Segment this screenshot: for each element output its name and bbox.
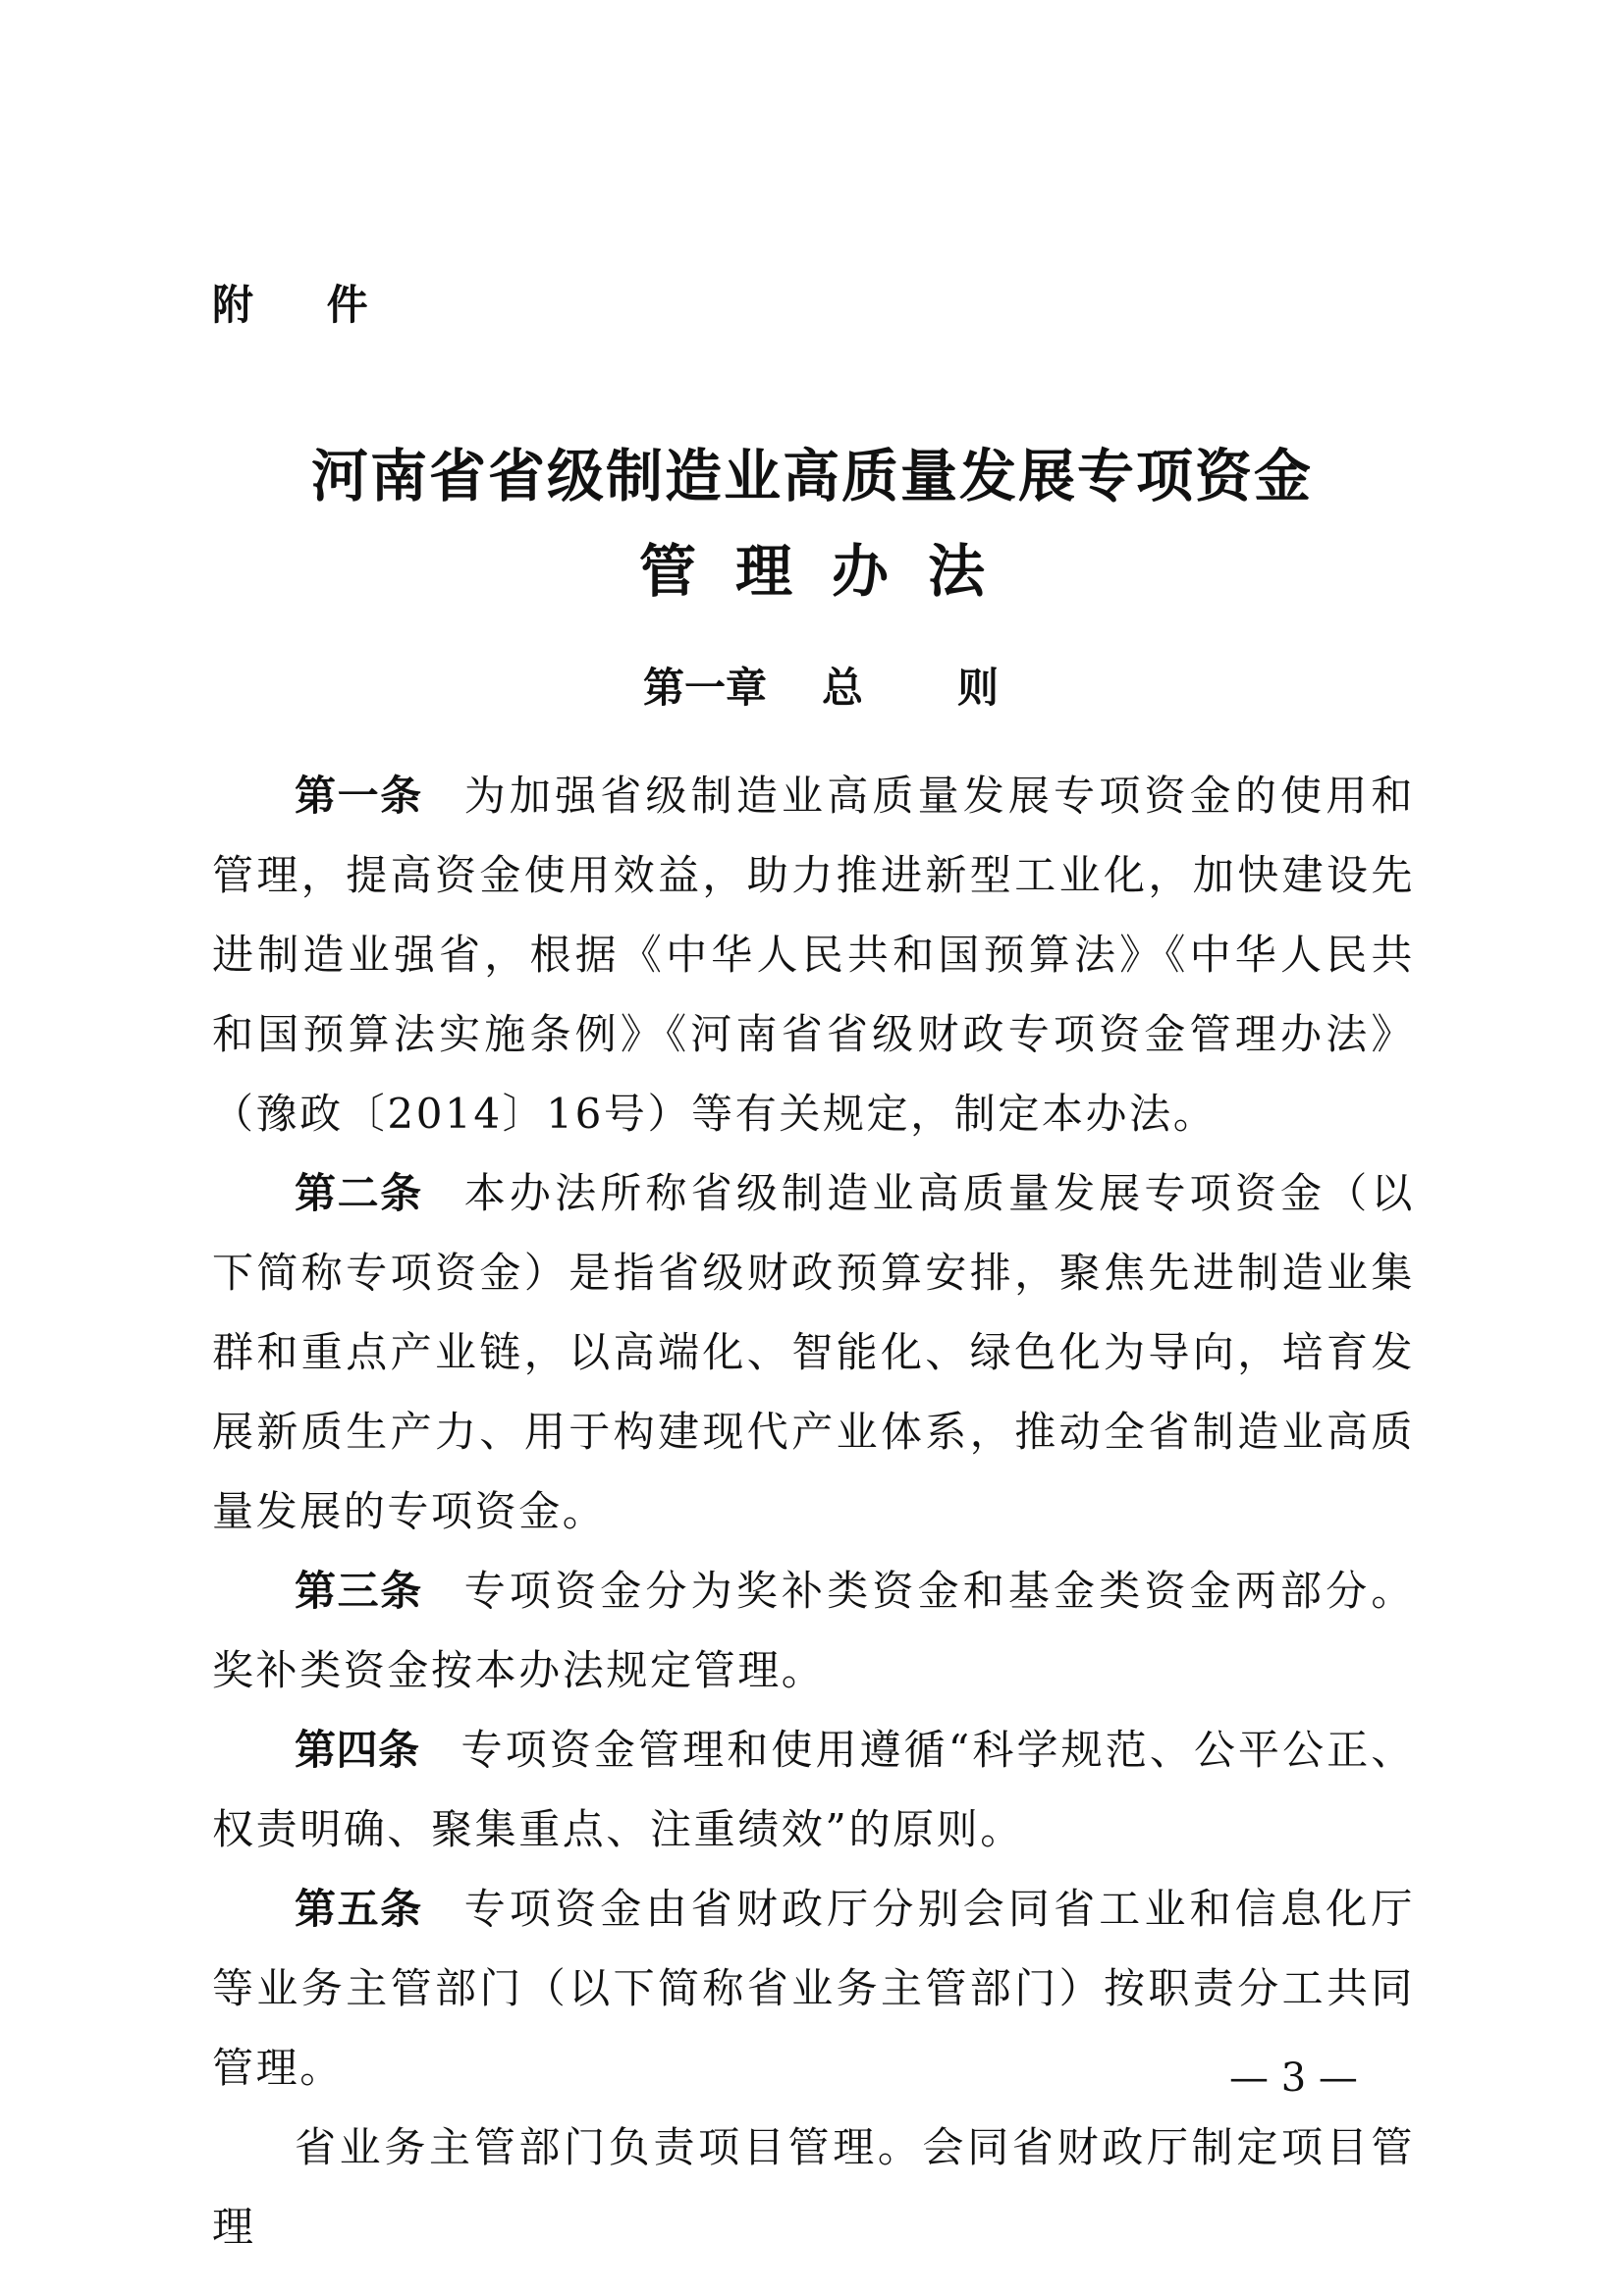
- article-label: 第五条: [295, 1885, 423, 1933]
- document-title-line-2: 管理办法: [638, 538, 1024, 605]
- article-label: 第四条: [295, 1726, 420, 1774]
- article-text: 专项资金管理和使用遵循“科学规范、公平公正、权责明确、聚集重点、注重绩效”的原则。: [212, 1726, 1415, 1853]
- chapter-name-part-1: 总: [822, 664, 864, 712]
- document-body: [212, 756, 1415, 2267]
- article-paragraph: [212, 1551, 1415, 1710]
- article-text: 专项资金分为奖补类资金和基金类资金两部分。奖补类资金按本办法规定管理。: [212, 1567, 1415, 1694]
- chapter-name-part-2: 则: [957, 664, 1000, 712]
- article-paragraph: [212, 1153, 1415, 1551]
- attachment-label: 附 件: [212, 281, 398, 329]
- article-text: 本办法所称省级制造业高质量发展专项资金（以下简称专项资金）是指省级财政预算安排，聚焦先进制造业集群和重点产业链，以高端化、智能化、绿色化为导向，培育发展新质生产力、用于构建现代产业体系，推动全省制造业高质量发展的专项资金。: [212, 1169, 1415, 1535]
- chapter-heading: [643, 656, 999, 715]
- document-title-line-1: 河南省省级制造业高质量发展专项资金: [310, 443, 1313, 509]
- chapter-number: 第一章: [643, 664, 768, 712]
- article-label: 第三条: [295, 1567, 423, 1615]
- article-paragraph: [212, 756, 1415, 1153]
- continuation-paragraph: 省业务主管部门负责项目管理。会同省财政厅制定项目管理: [212, 2123, 1415, 2251]
- article-text: 为加强省级制造业高质量发展专项资金的使用和管理，提高资金使用效益，助力推进新型工业化，加快建设先进制造业强省，根据《中华人民共和国预算法》《中华人民共和国预算法实施条例》《河南省省级财政专项资金管理办法》（豫政〔2014〕16号）等有关规定，制定本办法。: [212, 772, 1415, 1138]
- article-paragraph: [212, 1710, 1415, 1869]
- article-label: 第二条: [295, 1169, 423, 1217]
- article-text: 专项资金由省财政厅分别会同省工业和信息化厅等业务主管部门（以下简称省业务主管部门）按职责分工共同管理。: [212, 1885, 1415, 2092]
- article-label: 第一条: [295, 772, 423, 820]
- page-number: — 3 —: [1229, 2056, 1358, 2101]
